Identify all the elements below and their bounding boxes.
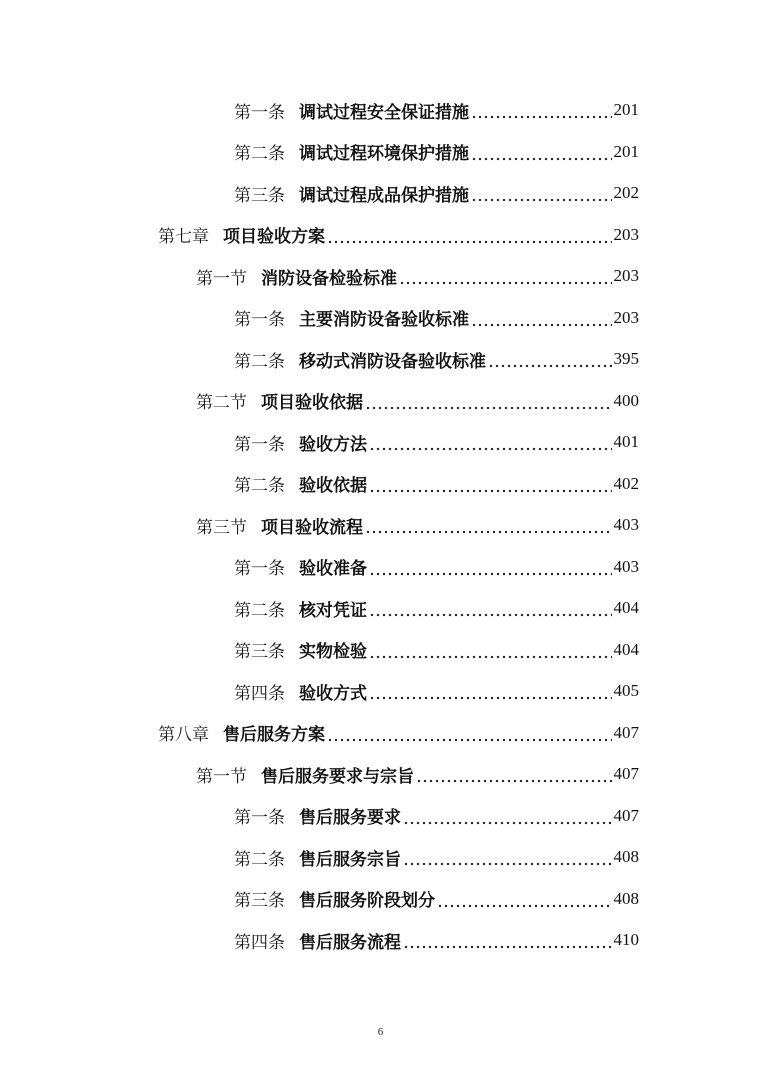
dot-leader xyxy=(471,180,612,206)
toc-entry-prefix: 第一节 xyxy=(196,766,247,787)
toc-entry[interactable] xyxy=(234,595,639,621)
toc-entry-title: 项目验收依据 xyxy=(261,393,363,413)
toc-entry-prefix: 第三条 xyxy=(234,185,285,206)
toc-entry-page-number: 403 xyxy=(613,556,639,576)
toc-entry-page-number: 203 xyxy=(613,266,639,285)
toc-entry[interactable] xyxy=(234,927,639,953)
toc-entry-title: 调试过程环境保护措施 xyxy=(299,144,469,164)
dot-leader xyxy=(471,97,612,123)
toc-entry-title: 主要消防设备验收标准 xyxy=(299,310,469,330)
toc-entry-page-number: 407 xyxy=(613,722,639,742)
toc-entry-title: 售后服务要求与宗旨 xyxy=(261,766,414,787)
dot-leader xyxy=(365,388,612,414)
toc-entry-prefix: 第一条 xyxy=(234,102,285,123)
toc-entry[interactable] xyxy=(234,429,639,455)
toc-entry-page-number: 407 xyxy=(613,764,639,783)
dot-leader xyxy=(403,803,612,829)
toc-entry-title: 售后服务要求 xyxy=(299,808,401,828)
dot-leader xyxy=(369,471,612,497)
toc-entry-page-number: 404 xyxy=(613,639,639,659)
toc-entry[interactable] xyxy=(234,346,639,372)
dot-leader xyxy=(403,927,612,953)
toc-entry-page-number: 201 xyxy=(613,100,639,119)
dot-leader xyxy=(403,844,612,870)
toc-entry-page-number: 408 xyxy=(613,888,639,908)
dot-leader xyxy=(369,637,612,663)
toc-entry[interactable] xyxy=(234,886,639,912)
toc-entry-page-number: 203 xyxy=(613,224,639,244)
toc-entry-prefix: 第一条 xyxy=(234,808,285,828)
dot-leader xyxy=(369,429,612,455)
dot-leader xyxy=(471,139,612,165)
toc-entry-title: 移动式消防设备验收标准 xyxy=(299,351,486,372)
toc-entry[interactable] xyxy=(234,554,639,580)
toc-entry-title: 调试过程安全保证措施 xyxy=(299,102,469,123)
toc-entry-title: 验收依据 xyxy=(299,476,367,496)
dot-leader xyxy=(488,346,612,372)
toc-entry[interactable] xyxy=(158,720,639,746)
toc-entry-title: 项目验收流程 xyxy=(261,517,363,538)
toc-entry-page-number: 203 xyxy=(613,307,639,327)
toc-entry-page-number: 401 xyxy=(613,432,639,451)
toc-entry-page-number: 408 xyxy=(613,847,639,866)
toc-entry[interactable] xyxy=(234,844,639,870)
toc-entry[interactable] xyxy=(234,97,639,123)
dot-leader xyxy=(369,554,612,580)
toc-entry-prefix: 第一条 xyxy=(234,559,285,579)
toc-entry-prefix: 第八章 xyxy=(158,725,209,745)
toc-entry-page-number: 410 xyxy=(613,930,639,949)
toc-entry-prefix: 第二节 xyxy=(196,393,247,413)
toc-entry-page-number: 405 xyxy=(613,681,639,700)
toc-entry-prefix: 第一节 xyxy=(196,268,247,289)
toc-entry-title: 实物检验 xyxy=(299,642,367,662)
toc-entry[interactable] xyxy=(196,512,639,538)
toc-entry-page-number: 407 xyxy=(613,805,639,825)
toc-entry[interactable] xyxy=(234,471,639,497)
toc-entry-title: 消防设备检验标准 xyxy=(261,268,397,289)
toc-entry[interactable] xyxy=(234,678,639,704)
toc-entry-page-number: 202 xyxy=(613,183,639,202)
toc-entry-page-number: 395 xyxy=(613,349,639,368)
dot-leader xyxy=(365,512,612,538)
toc-entry-title: 售后服务阶段划分 xyxy=(299,891,435,911)
toc-entry[interactable] xyxy=(196,761,639,787)
toc-entry-title: 售后服务方案 xyxy=(223,725,325,745)
toc-entry-prefix: 第二条 xyxy=(234,351,285,372)
toc-entry-title: 验收准备 xyxy=(299,559,367,579)
toc-entry-title: 调试过程成品保护措施 xyxy=(299,185,469,206)
toc-entry[interactable] xyxy=(196,263,639,289)
toc-entry-prefix: 第七章 xyxy=(158,227,209,247)
toc-entry-title: 售后服务宗旨 xyxy=(299,849,401,870)
toc-entry-prefix: 第一条 xyxy=(234,310,285,330)
toc-entry-title: 验收方式 xyxy=(299,683,367,704)
toc-entry-title: 项目验收方案 xyxy=(223,227,325,247)
toc-entry-prefix: 第二条 xyxy=(234,600,285,621)
toc-entry-prefix: 第三节 xyxy=(196,517,247,538)
toc-entry-prefix: 第二条 xyxy=(234,849,285,870)
dot-leader xyxy=(399,263,612,289)
toc-entry-title: 核对凭证 xyxy=(299,600,367,621)
toc-entry-page-number: 403 xyxy=(613,515,639,534)
toc-entry[interactable] xyxy=(158,222,639,248)
toc-entry-prefix: 第四条 xyxy=(234,932,285,953)
toc-entry-prefix: 第三条 xyxy=(234,642,285,662)
dot-leader xyxy=(327,720,612,746)
toc-entry-prefix: 第四条 xyxy=(234,683,285,704)
dot-leader xyxy=(327,222,612,248)
toc-entry-page-number: 404 xyxy=(613,598,639,617)
dot-leader xyxy=(471,305,612,331)
toc-entry-prefix: 第三条 xyxy=(234,891,285,911)
toc-entry[interactable] xyxy=(234,637,639,663)
toc-entry[interactable] xyxy=(234,305,639,331)
toc-entry-page-number: 400 xyxy=(613,390,639,410)
toc-entry-page-number: 402 xyxy=(613,473,639,493)
dot-leader xyxy=(416,761,612,787)
toc-entry[interactable] xyxy=(234,139,639,165)
dot-leader xyxy=(437,886,612,912)
toc-entry-prefix: 第二条 xyxy=(234,144,285,164)
toc-entry-title: 售后服务流程 xyxy=(299,932,401,953)
toc-entry[interactable] xyxy=(234,180,639,206)
dot-leader xyxy=(369,595,612,621)
toc-entry-page-number: 201 xyxy=(613,141,639,161)
toc-entry[interactable] xyxy=(196,388,639,414)
toc-entry-title: 验收方法 xyxy=(299,434,367,455)
toc-entry-prefix: 第一条 xyxy=(234,434,285,455)
toc-entry-prefix: 第二条 xyxy=(234,476,285,496)
page-number: 6 xyxy=(377,1026,384,1038)
dot-leader xyxy=(369,678,612,704)
toc-entry[interactable] xyxy=(234,803,639,829)
